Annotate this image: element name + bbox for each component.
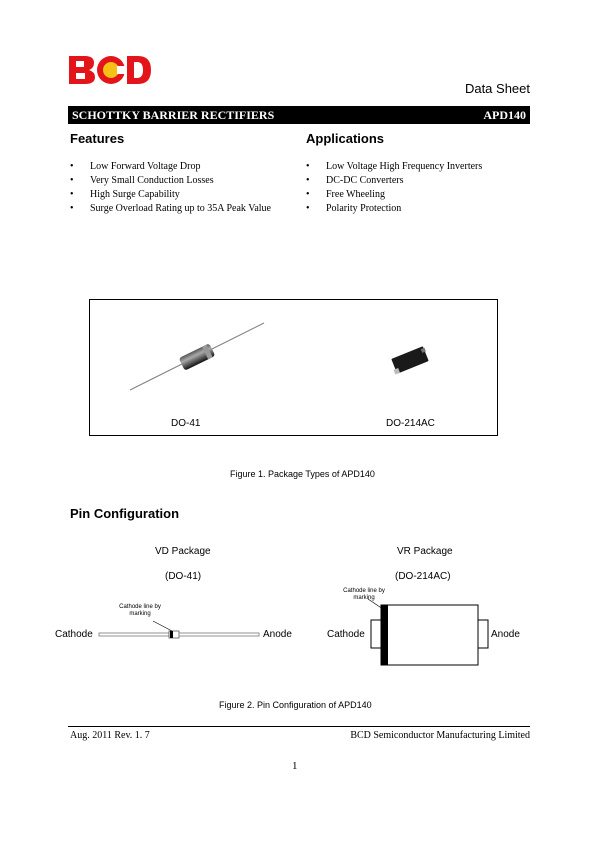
bcd-logo xyxy=(68,55,152,85)
list-item: • Low Forward Voltage Drop xyxy=(70,160,271,174)
package-label-do214ac: DO-214AC xyxy=(386,418,435,429)
vd-cathode-label: Cathode xyxy=(55,629,93,640)
vd-anode-label: Anode xyxy=(263,629,292,640)
title-bar xyxy=(68,106,530,124)
vr-anode-label: Anode xyxy=(491,629,520,640)
page-number: 1 xyxy=(292,760,298,772)
list-item: • Surge Overload Rating up to 35A Peak Value xyxy=(70,202,271,216)
vd-callout xyxy=(110,604,170,618)
footer-divider xyxy=(68,726,530,727)
callout-line-1: Cathode line by xyxy=(119,604,161,610)
list-item: • Very Small Conduction Losses xyxy=(70,174,271,188)
list-item: • High Surge Capability xyxy=(70,188,271,202)
features-list xyxy=(70,160,271,216)
callout-line-1: Cathode line by xyxy=(343,588,385,594)
applications-heading: Applications xyxy=(306,131,385,146)
applications-list xyxy=(306,160,482,216)
vr-package-title: VR Package xyxy=(397,546,453,557)
package-illustration xyxy=(90,300,497,435)
callout-line-2: marking xyxy=(129,611,151,617)
pin-config-heading: Pin Configuration xyxy=(70,506,180,521)
figure2-caption: Figure 2. Pin Configuration of APD140 xyxy=(219,700,372,710)
vr-package-sub: (DO-214AC) xyxy=(395,571,451,582)
part-number: APD140 xyxy=(483,108,526,122)
vr-cathode-label: Cathode xyxy=(327,629,365,640)
list-item: • Free Wheeling xyxy=(306,188,482,202)
list-item: • Low Voltage High Frequency Inverters xyxy=(306,160,482,174)
vd-package-title: VD Package xyxy=(155,546,211,557)
features-heading: Features xyxy=(70,131,125,146)
list-item: • DC-DC Converters xyxy=(306,174,482,188)
doc-title: SCHOTTKY BARRIER RECTIFIERS xyxy=(72,108,275,122)
list-item: • Polarity Protection xyxy=(306,202,482,216)
vr-callout xyxy=(334,588,394,602)
package-types-figure xyxy=(89,299,498,436)
callout-line-2: marking xyxy=(353,595,375,601)
figure1-caption: Figure 1. Package Types of APD140 xyxy=(230,469,375,479)
footer-date-rev: Aug. 2011 Rev. 1. 7 xyxy=(70,730,150,741)
footer-company: BCD Semiconductor Manufacturing Limited xyxy=(350,730,530,741)
doc-type: Data Sheet xyxy=(464,81,530,96)
vd-package-sub: (DO-41) xyxy=(165,571,202,582)
package-label-do41: DO-41 xyxy=(171,418,201,429)
